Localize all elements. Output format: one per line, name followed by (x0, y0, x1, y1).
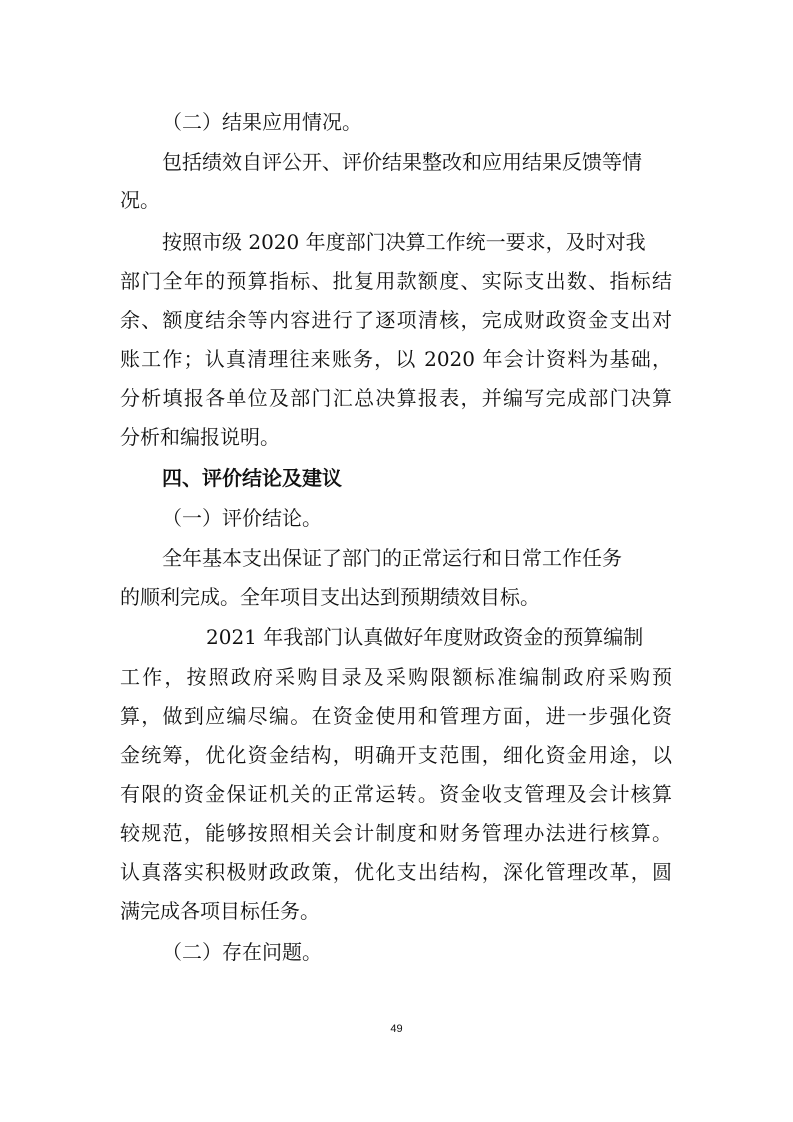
paragraph-line: 满完成各项目标任务。 (120, 899, 320, 923)
paragraph-line: 金统筹，优化资金结构，明确开支范围，细化资金用途，以 (120, 743, 672, 767)
subheading-evaluation-conclusion: （一）评价结论。 (162, 506, 322, 530)
paragraph-line: 部门全年的预算指标、批复用款额度、实际支出数、指标结 (120, 269, 672, 293)
paragraph-line: 按照市级 2020 年度部门决算工作统一要求，及时对我 (162, 230, 646, 254)
subheading-existing-problems: （二）存在问题。 (162, 940, 322, 964)
section-heading-conclusions: 四、评价结论及建议 (162, 466, 342, 490)
paragraph-line: 况。 (120, 188, 160, 212)
paragraph-line: 较规范，能够按照相关会计制度和财务管理办法进行核算。 (120, 821, 672, 845)
paragraph-line: 包括绩效自评公开、评价结果整改和应用结果反馈等情 (162, 150, 642, 174)
paragraph-line: 余、额度结余等内容进行了逐项清核，完成财政资金支出对 (120, 308, 672, 332)
page-number: 49 (390, 1023, 403, 1035)
paragraph-line: 有限的资金保证机关的正常运转。资金收支管理及会计核算 (120, 782, 672, 806)
paragraph-line: 2021 年我部门认真做好年度财政资金的预算编制 (206, 625, 644, 649)
paragraph-line: 分析填报各单位及部门汇总决算报表，并编写完成部门决算 (120, 386, 672, 410)
paragraph-line: 认真落实积极财政政策，优化支出结构，深化管理改革，圆 (120, 860, 672, 884)
paragraph-line: 算，做到应编尽编。在资金使用和管理方面，进一步强化资 (120, 704, 672, 728)
paragraph-line: 的顺利完成。全年项目支出达到预期绩效目标。 (120, 585, 540, 609)
subheading-results-application: （二）结果应用情况。 (162, 110, 362, 134)
paragraph-line: 分析和编报说明。 (120, 425, 280, 449)
paragraph-line: 账工作；认真清理往来账务，以 2020 年会计资料为基础， (120, 347, 672, 371)
paragraph-line: 全年基本支出保证了部门的正常运行和日常工作任务 (162, 546, 622, 570)
paragraph-line: 工作，按照政府采购目录及采购限额标准编制政府采购预 (120, 665, 672, 689)
